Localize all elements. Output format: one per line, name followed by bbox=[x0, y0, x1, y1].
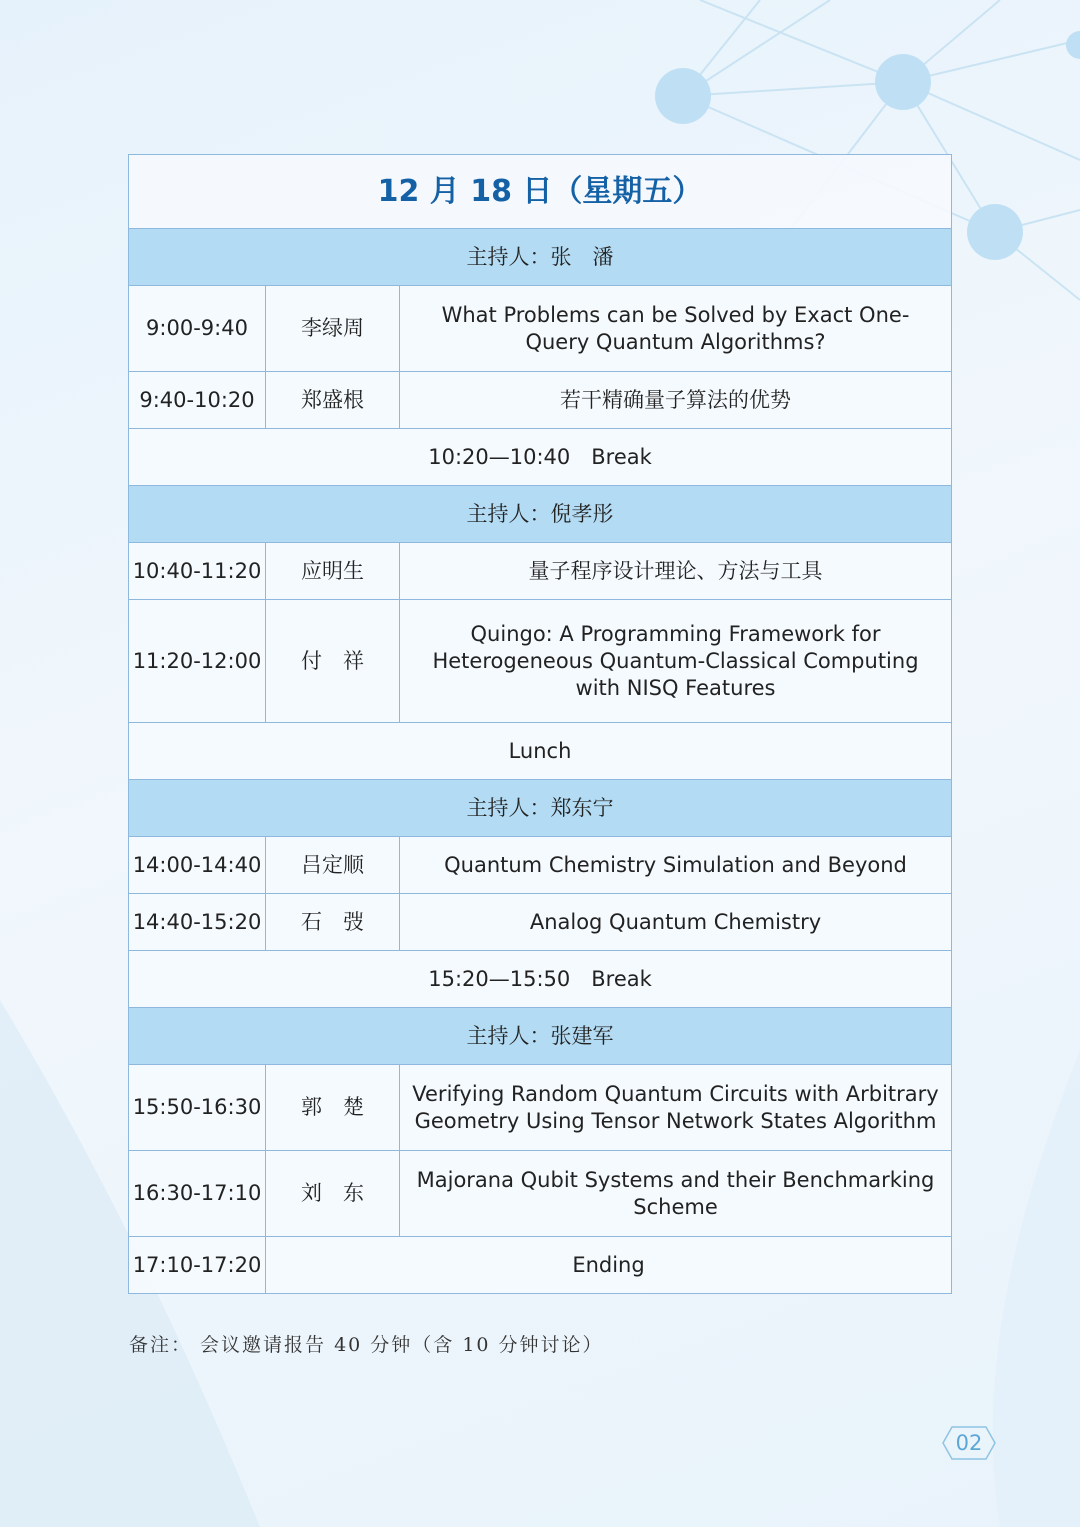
host-label: 主持人：倪孝彤 bbox=[129, 486, 952, 543]
schedule-table bbox=[128, 154, 952, 1294]
break-label: 10:20—10:40 Break bbox=[129, 429, 952, 486]
session-time: 9:40-10:20 bbox=[129, 372, 266, 429]
speaker-name: 李绿周 bbox=[266, 286, 400, 372]
talk-title: 若干精确量子算法的优势 bbox=[400, 372, 952, 429]
session-time: 14:00-14:40 bbox=[129, 837, 266, 894]
session-row bbox=[129, 543, 952, 600]
speaker-name: 郭 楚 bbox=[266, 1065, 400, 1151]
talk-title: Analog Quantum Chemistry bbox=[400, 894, 952, 951]
ending-row bbox=[129, 1237, 952, 1294]
break-label: Lunch bbox=[129, 723, 952, 780]
talk-title: Quingo: A Programming Framework for Heterogeneous Quantum-Classical Computing with NISQ Features bbox=[400, 600, 952, 723]
talk-title: Verifying Random Quantum Circuits with Arbitrary Geometry Using Tensor Network States Algorithm bbox=[400, 1065, 952, 1151]
break-row bbox=[129, 723, 952, 780]
break-row bbox=[129, 429, 952, 486]
speaker-name: 石 弢 bbox=[266, 894, 400, 951]
session-time: 10:40-11:20 bbox=[129, 543, 266, 600]
session-time: 16:30-17:10 bbox=[129, 1151, 266, 1237]
session-row bbox=[129, 894, 952, 951]
session-time: 14:40-15:20 bbox=[129, 894, 266, 951]
session-time: 9:00-9:40 bbox=[129, 286, 266, 372]
talk-title: Majorana Qubit Systems and their Benchmarking Scheme bbox=[400, 1151, 952, 1237]
talk-title: Quantum Chemistry Simulation and Beyond bbox=[400, 837, 952, 894]
speaker-name: 郑盛根 bbox=[266, 372, 400, 429]
host-label: 主持人：郑东宁 bbox=[129, 780, 952, 837]
session-row bbox=[129, 1151, 952, 1237]
host-label: 主持人：张建军 bbox=[129, 1008, 952, 1065]
session-row bbox=[129, 837, 952, 894]
session-time: 17:10-17:20 bbox=[129, 1237, 266, 1294]
host-label: 主持人：张 潘 bbox=[129, 229, 952, 286]
session-row bbox=[129, 1065, 952, 1151]
speaker-name: 吕定顺 bbox=[266, 837, 400, 894]
session-time: 11:20-12:00 bbox=[129, 600, 266, 723]
speaker-name: 应明生 bbox=[266, 543, 400, 600]
break-label: 15:20—15:50 Break bbox=[129, 951, 952, 1008]
break-row bbox=[129, 951, 952, 1008]
talk-title: 量子程序设计理论、方法与工具 bbox=[400, 543, 952, 600]
page-number: 02 bbox=[955, 1431, 983, 1455]
page-title: 12 月 18 日（星期五） bbox=[129, 155, 952, 229]
session-row bbox=[129, 372, 952, 429]
speaker-name: 刘 东 bbox=[266, 1151, 400, 1237]
talk-title: What Problems can be Solved by Exact One-Query Quantum Algorithms? bbox=[400, 286, 952, 372]
footnote: 备注： 会议邀请报告 40 分钟（含 10 分钟讨论） bbox=[129, 1334, 604, 1356]
host-row bbox=[129, 1008, 952, 1065]
session-row bbox=[129, 600, 952, 723]
session-time: 15:50-16:30 bbox=[129, 1065, 266, 1151]
host-row bbox=[129, 780, 952, 837]
host-row bbox=[129, 229, 952, 286]
session-row bbox=[129, 286, 952, 372]
ending-label: Ending bbox=[266, 1237, 952, 1294]
host-row bbox=[129, 486, 952, 543]
speaker-name: 付 祥 bbox=[266, 600, 400, 723]
